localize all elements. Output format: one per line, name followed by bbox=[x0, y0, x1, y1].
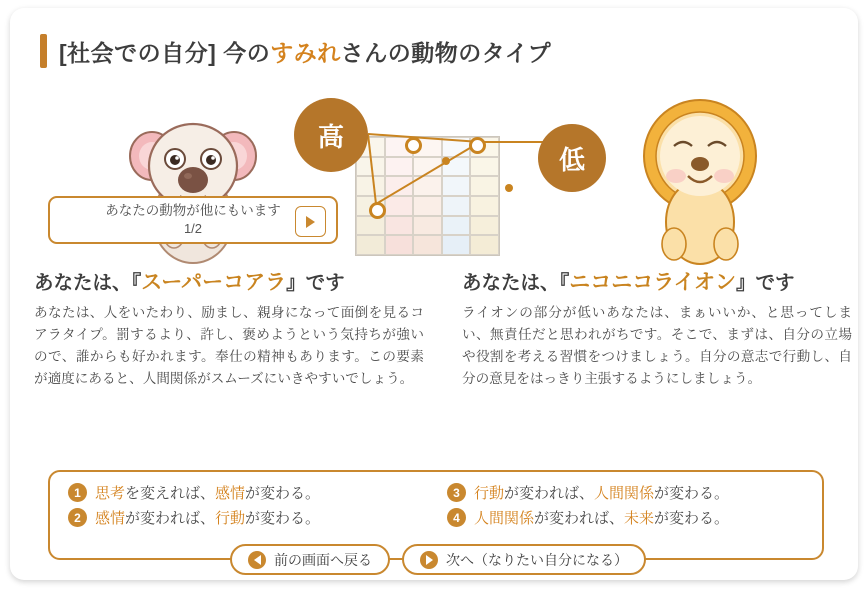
navigation-buttons bbox=[50, 544, 826, 575]
left-result-column bbox=[34, 266, 424, 390]
page-title-prefix: [社会での自分] 今の bbox=[59, 39, 271, 66]
right-heading-name: ニコニコライオン bbox=[569, 271, 737, 294]
maxim-term-a: 人間関係 bbox=[474, 510, 535, 527]
left-heading-suffix: 』です bbox=[286, 272, 345, 294]
maxim-term-b: 行動 bbox=[215, 510, 246, 527]
left-result-body: あなたは、人をいたわり、励まし、親身になって面倒を見るコアラタイプ。罰するより、許し、褒めようという気持ちが強いので、誰からも好かれます。奉仕の精神もあります。この要素が適度にあると、人間関係がスムーズにいきやすいでしょう。 bbox=[34, 305, 424, 387]
result-card bbox=[10, 8, 858, 580]
maxim-number: 4 bbox=[447, 508, 466, 527]
left-result-heading bbox=[34, 266, 424, 296]
page-header bbox=[40, 34, 551, 68]
maxim-term-b: 未来 bbox=[624, 510, 655, 527]
page-title-name: すみれ bbox=[270, 39, 341, 66]
maxims-panel bbox=[48, 470, 824, 568]
maxim-item bbox=[447, 507, 808, 528]
right-result-body: ライオンの部分が低いあなたは、まぁいいか、と思ってしまい、無責任だと思われがちです。そこで、まずは、自分の立場や役割を考える習慣をつけましょう。自分の意志で行動し、自分の意見をはっきり主張するようにしましょう。 bbox=[462, 305, 852, 387]
page-title-suffix: さんの動物のタイプ bbox=[340, 39, 552, 66]
maxim-number: 1 bbox=[68, 483, 87, 502]
low-bubble: 低 bbox=[538, 124, 606, 192]
maxim-number: 2 bbox=[68, 508, 87, 527]
matrix-dot-1 bbox=[442, 157, 450, 165]
maxim-term-a: 行動 bbox=[474, 485, 505, 502]
matrix-marker-high bbox=[405, 137, 422, 154]
matrix-marker-mid bbox=[469, 137, 486, 154]
left-heading-prefix: あなたは、『 bbox=[34, 272, 142, 294]
matrix-dot-2 bbox=[505, 184, 513, 192]
right-result-column bbox=[462, 266, 852, 390]
other-animals-counter: 1/2 bbox=[183, 221, 203, 236]
maxim-mid: が変われば、 bbox=[125, 510, 216, 527]
maxim-term-a: 感情 bbox=[95, 510, 126, 527]
header-accent-bar bbox=[40, 34, 47, 68]
high-bubble: 高 bbox=[294, 98, 368, 172]
maxim-term-b: 感情 bbox=[215, 485, 246, 502]
right-heading-prefix: あなたは、『 bbox=[462, 272, 570, 294]
maxim-term-a: 思考 bbox=[95, 485, 126, 502]
next-button[interactable] bbox=[402, 544, 646, 575]
other-animals-label bbox=[105, 202, 281, 238]
next-arrow-icon bbox=[420, 551, 438, 569]
maxim-end: が変わる。 bbox=[654, 485, 730, 502]
maxim-term-b: 人間関係 bbox=[594, 485, 655, 502]
next-button-label: 次へ（なりたい自分になる） bbox=[446, 551, 628, 568]
back-arrow-icon bbox=[248, 551, 266, 569]
maxims-list bbox=[68, 482, 808, 528]
back-button[interactable] bbox=[230, 544, 390, 575]
lion-icon bbox=[630, 94, 770, 269]
maxim-mid: を変えれば、 bbox=[125, 485, 216, 502]
maxim-item bbox=[447, 482, 808, 503]
maxim-item bbox=[68, 482, 429, 503]
other-animals-button[interactable] bbox=[48, 196, 338, 244]
left-heading-name: スーパーコアラ bbox=[141, 271, 287, 294]
right-result-heading bbox=[462, 266, 852, 296]
matrix-marker-low bbox=[369, 202, 386, 219]
maxim-mid: が変われば、 bbox=[504, 485, 595, 502]
right-heading-suffix: 』です bbox=[736, 272, 795, 294]
other-animals-text: あなたの動物が他にもいます bbox=[105, 202, 281, 218]
back-button-label: 前の画面へ戻る bbox=[274, 551, 372, 568]
maxim-number: 3 bbox=[447, 483, 466, 502]
maxim-end: が変わる。 bbox=[654, 510, 730, 527]
page-title bbox=[59, 35, 551, 68]
maxim-mid: が変われば、 bbox=[534, 510, 625, 527]
maxim-item bbox=[68, 507, 429, 528]
play-arrow-icon[interactable] bbox=[295, 206, 326, 237]
maxim-end: が変わる。 bbox=[245, 485, 321, 502]
maxim-end: が変わる。 bbox=[245, 510, 321, 527]
